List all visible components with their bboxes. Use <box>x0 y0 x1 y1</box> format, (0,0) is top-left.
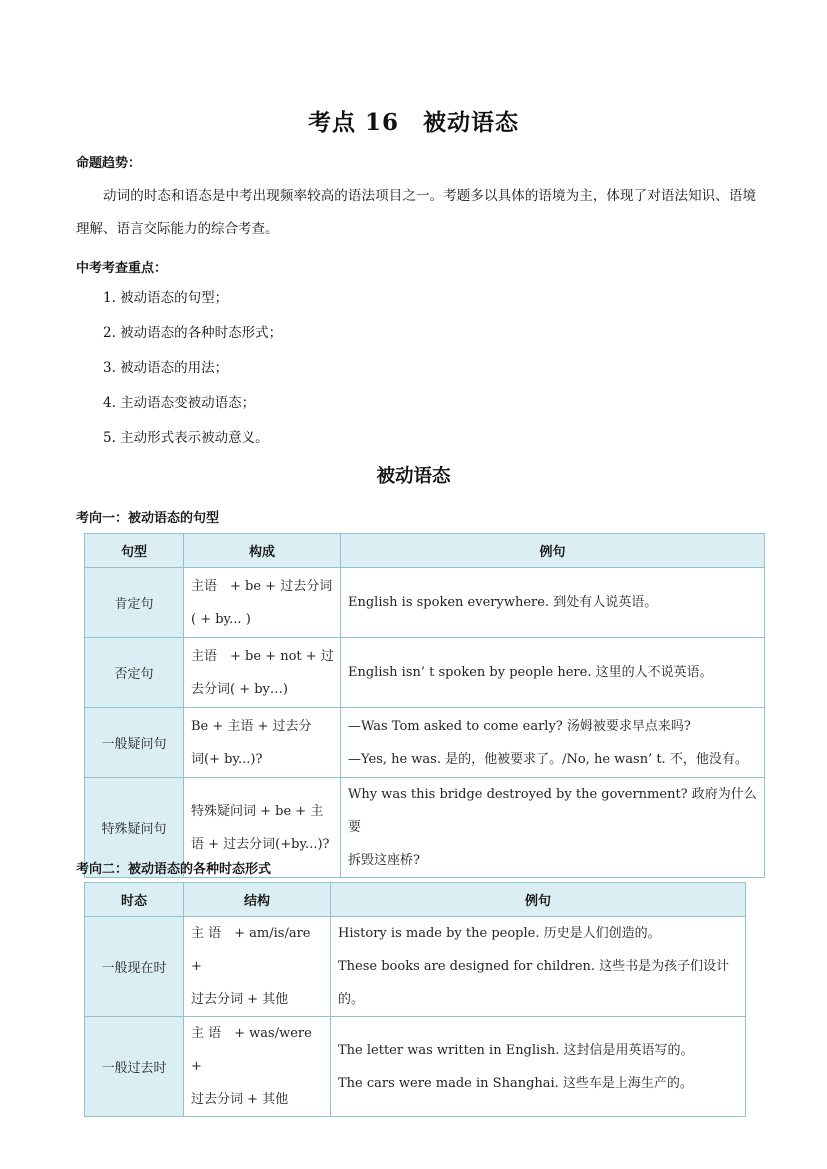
example-line: Why was this bridge destroyed by the government? 政府为什么要 <box>348 787 757 835</box>
sentence-pattern-table <box>84 533 765 878</box>
tense-type-cell: 一般现在时 <box>85 917 184 1017</box>
structure-line: 词(+ by...)? <box>191 751 263 767</box>
table-row <box>85 568 765 638</box>
structure-line: 主语 + be + not + 过 <box>191 648 334 664</box>
table-row <box>85 638 765 708</box>
structure-line: 主语 + be + 过去分词 <box>191 578 333 594</box>
pattern-type-cell: 一般疑问句 <box>85 708 184 778</box>
focus-item: 1. 被动语态的句型； <box>103 290 229 306</box>
example-cell <box>331 1017 746 1117</box>
header-cell: 结构 <box>184 883 331 917</box>
header-cell: 例句 <box>341 534 765 568</box>
structure-cell <box>184 917 331 1017</box>
example-cell <box>331 917 746 1017</box>
example-line: —Yes, he was. 是的，他被要求了。/No, he wasn’ t. 不，他没有。 <box>348 751 748 767</box>
structure-cell <box>184 1017 331 1117</box>
trend-label: 命题趋势： <box>76 156 142 171</box>
example-line: History is made by the people. 历史是人们创造的。 <box>338 926 661 941</box>
header-cell: 例句 <box>331 883 746 917</box>
header-cell: 构成 <box>184 534 341 568</box>
focus-list <box>103 284 282 459</box>
structure-line: 特殊疑问词 + be + 主 <box>191 803 324 819</box>
structure-line: 过去分词 + 其他 <box>191 1092 289 1107</box>
pattern-type-cell: 肯定句 <box>85 568 184 638</box>
table-row <box>85 917 746 1017</box>
example-cell <box>341 568 765 638</box>
structure-line: Be + 主语 + 过去分 <box>191 718 312 734</box>
direction2-label: 考向二：被动语态的各种时态形式 <box>76 862 272 877</box>
table-row <box>85 708 765 778</box>
pattern-type-cell: 特殊疑问句 <box>85 778 184 878</box>
table-row <box>85 1017 746 1117</box>
focus-item: 4. 主动语态变被动语态； <box>103 395 256 411</box>
structure-line: 主 语 + am/is/are + <box>191 926 311 974</box>
focus-item: 5. 主动形式表示被动意义。 <box>103 430 269 446</box>
header-cell: 句型 <box>85 534 184 568</box>
example-line: The letter was written in English. 这封信是用英语写的。 <box>338 1042 694 1058</box>
example-cell <box>341 708 765 778</box>
structure-cell <box>184 708 341 778</box>
section-title: 被动语态 <box>376 466 451 487</box>
pattern-type-cell: 否定句 <box>85 638 184 708</box>
focus-item: 3. 被动语态的用法； <box>103 360 229 376</box>
page-title: 考点 16 被动语态 <box>307 109 519 136</box>
structure-line: 语 + 过去分词(+by...)? <box>191 836 330 852</box>
structure-line: 过去分词 + 其他 <box>191 992 289 1007</box>
example-line: —Was Tom asked to come early? 汤姆被要求早点来吗? <box>348 718 691 734</box>
direction1-label: 考向一：被动语态的句型 <box>76 511 220 526</box>
trend-paragraph: 动词的时态和语态是中考出现频率较高的语法项目之一。考题多以具体的语境为主，体现了对语法知识、语境理解、语言交际能力的综合考查。 <box>76 188 756 237</box>
structure-line: 主 语 + was/were + <box>191 1026 312 1074</box>
structure-line: ( + by... ) <box>191 611 251 627</box>
example-line: These books are designed for children. 这些书是为孩子们设计的。 <box>338 959 730 1007</box>
example-cell <box>341 638 765 708</box>
structure-cell <box>184 568 341 638</box>
focus-label: 中考考查重点： <box>76 261 168 276</box>
tense-type-cell: 一般过去时 <box>85 1017 184 1117</box>
example-line: The cars were made in Shanghai. 这些车是上海生产的。 <box>338 1075 693 1091</box>
example-line: English isn’ t spoken by people here. 这里的人不说英语。 <box>348 665 713 680</box>
structure-line: 去分词( + by…) <box>191 681 288 697</box>
example-line: English is spoken everywhere. 到处有人说英语。 <box>348 595 658 610</box>
example-cell <box>341 778 765 878</box>
tense-form-table <box>84 882 746 1117</box>
header-cell: 时态 <box>85 883 184 917</box>
table-header-row <box>85 534 765 568</box>
focus-item: 2. 被动语态的各种时态形式； <box>103 325 283 341</box>
structure-cell <box>184 638 341 708</box>
example-line: 拆毁这座桥? <box>348 853 420 868</box>
table-header-row <box>85 883 746 917</box>
